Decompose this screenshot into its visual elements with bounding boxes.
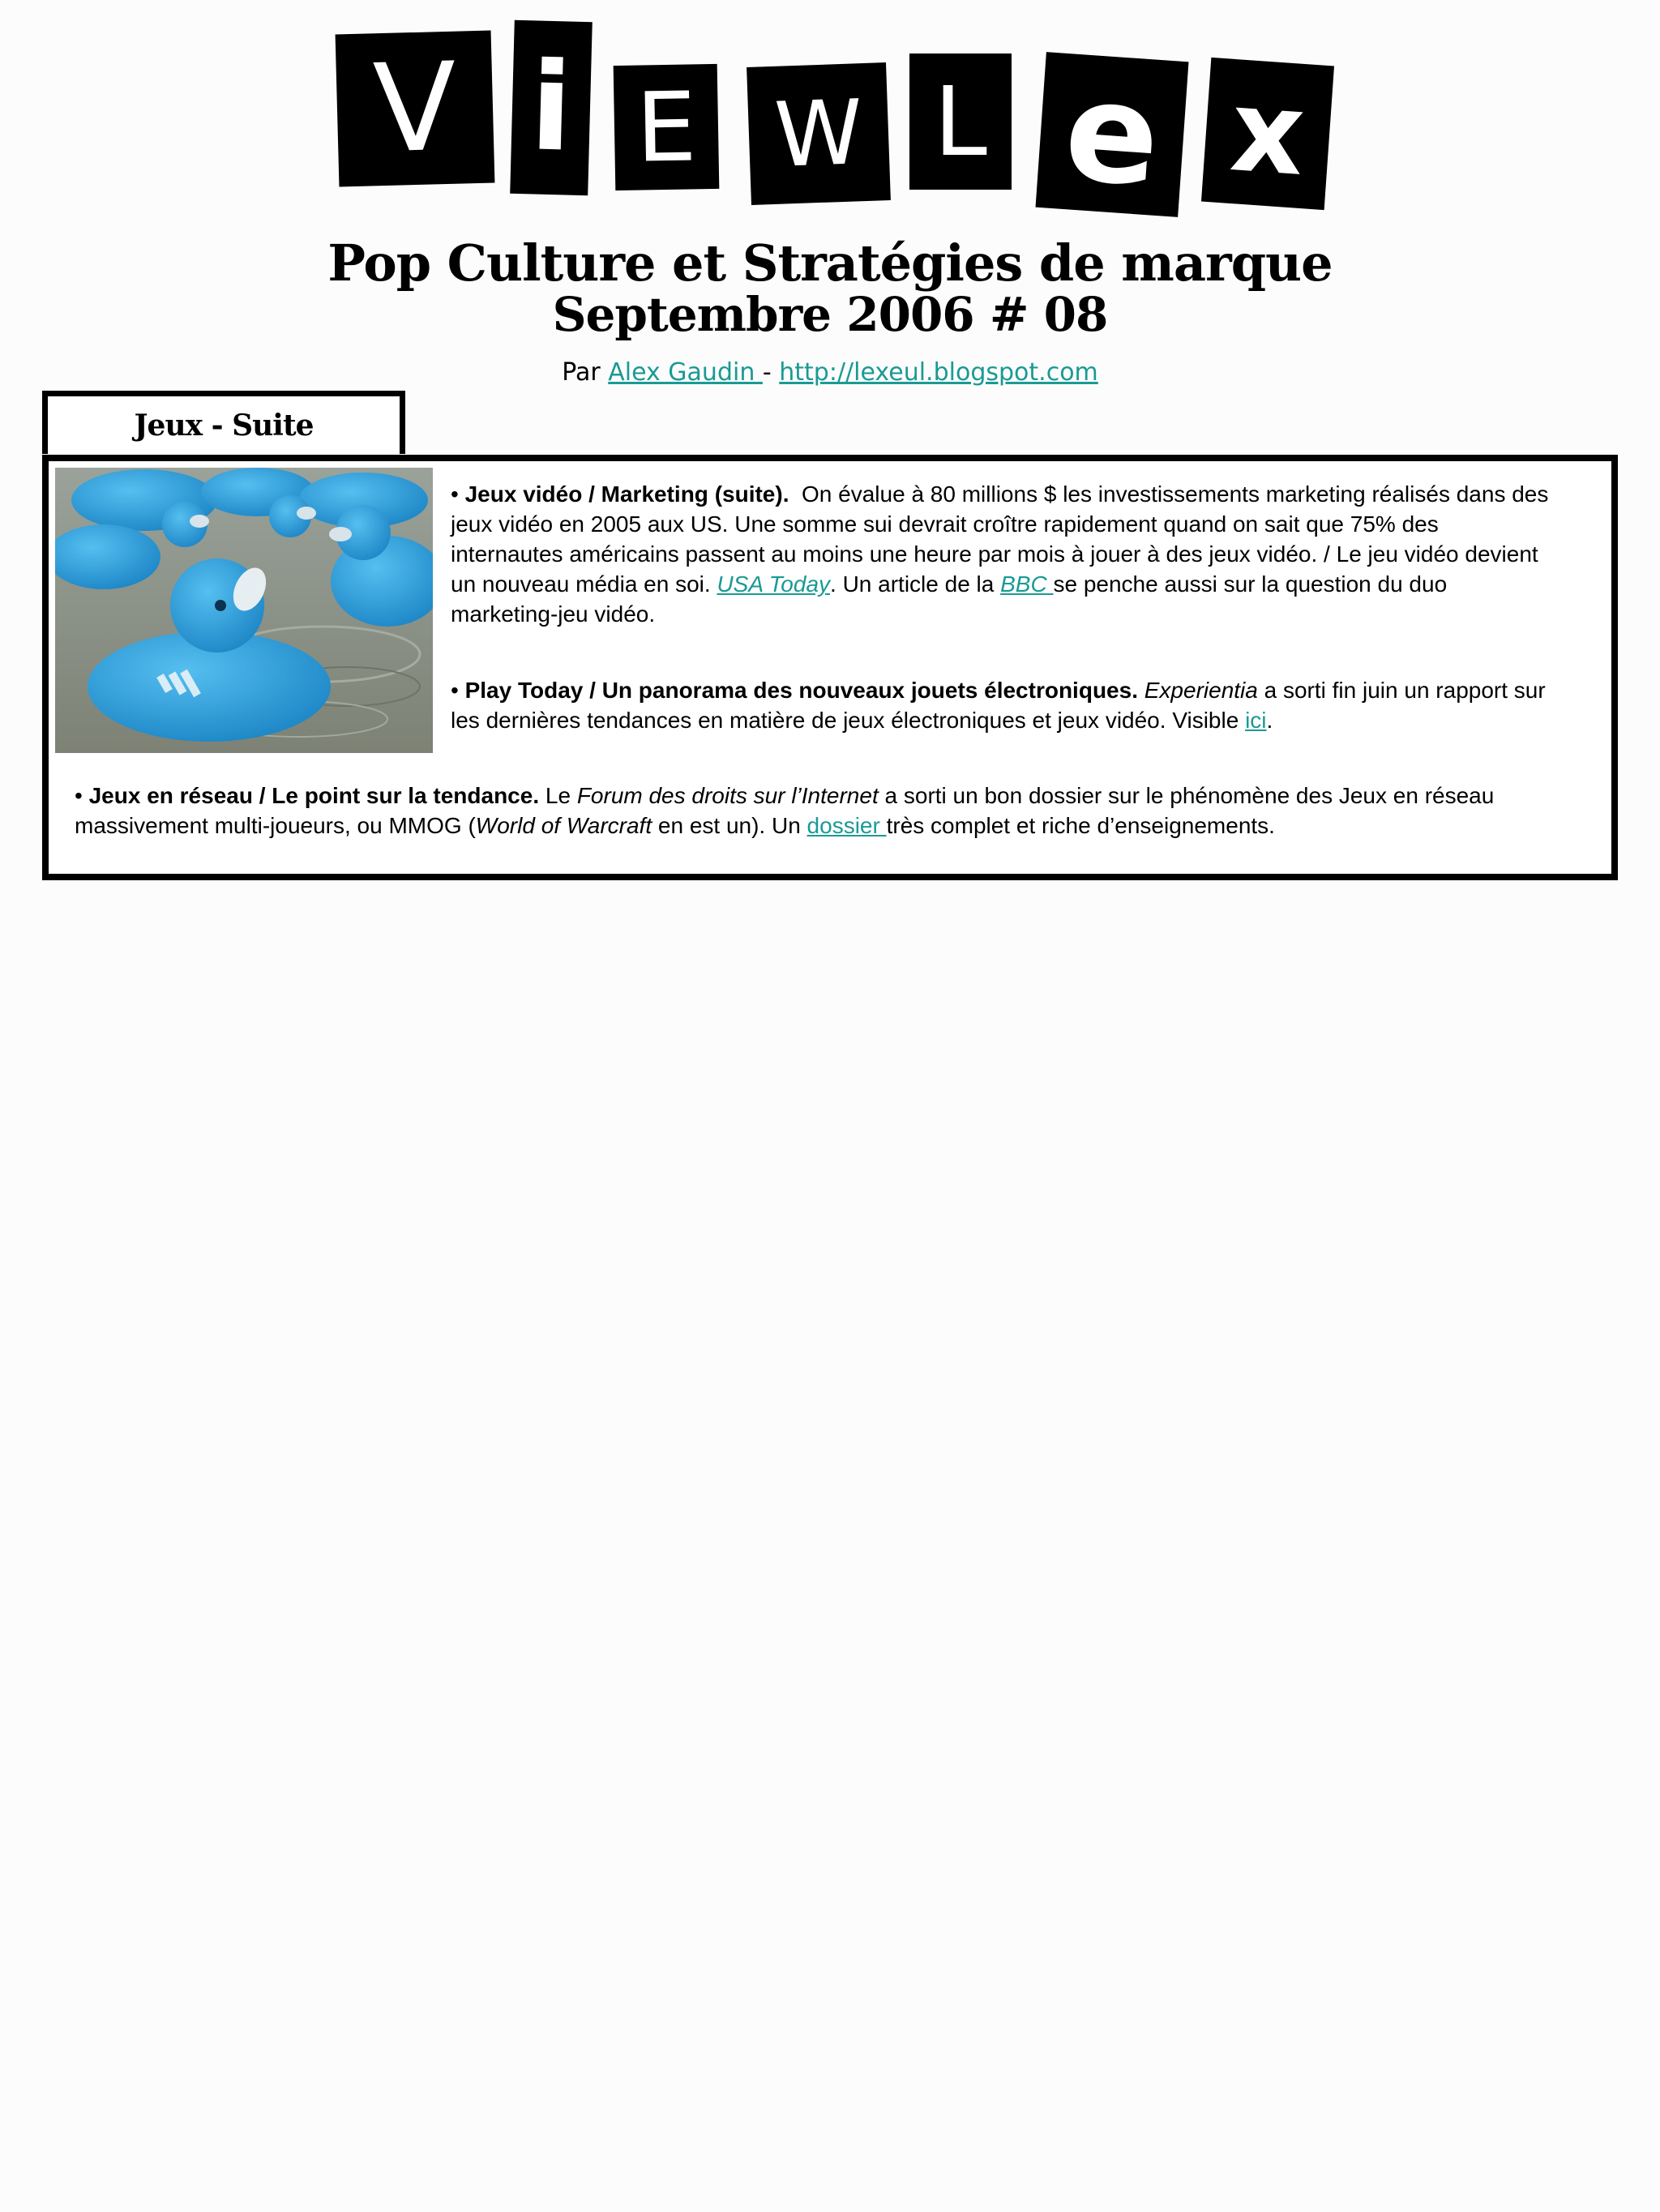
logo-tile-i: i	[510, 20, 593, 195]
forum-name: Forum des droits sur l’Internet	[576, 783, 879, 808]
article-text: On évalue à 80 millions $ les investissements marketing réalisés dans des jeux vidéo en 2005 aux US. Une somme sui devrait croître rapidement quand on sait que 75% des internautes américains passent au moins une heure par mois à jouer à des jeux vidéo. / Le jeu vidéo devient un nouveau média en soi.	[451, 481, 1555, 597]
logo-tile-e-lower: e	[1036, 52, 1189, 217]
article-text: .	[1266, 708, 1273, 733]
article-text: en est un). Un	[652, 813, 807, 838]
article-text: . Un article de la	[830, 571, 1001, 597]
article-play-today	[451, 675, 1553, 735]
section-tab-label: Jeux - Suite	[134, 408, 314, 443]
article-text	[1138, 678, 1144, 703]
author-link[interactable]: Alex Gaudin	[608, 358, 763, 387]
logo-tile-e: E	[614, 64, 720, 190]
section-tab	[42, 391, 405, 454]
usa-today-link-text: USA Today	[717, 571, 831, 597]
article-text: a sorti fin juin un rapport sur les dernières tendances en matière de jeux électroniques et jeux vidéo. Visible	[451, 678, 1546, 733]
article-games-marketing	[451, 479, 1553, 629]
dossier-link[interactable]: dossier	[806, 813, 887, 838]
experientia-name: Experientia	[1144, 678, 1258, 703]
article-text: a sorti un bon dossier sur le phénomène des Jeux en réseau massivement multi-joueurs, ou MMOG (	[75, 783, 1495, 838]
article-text: Le	[539, 783, 577, 808]
article-heading: Jeux vidéo / Marketing (suite).	[464, 481, 789, 507]
logo-tile-x: x	[1201, 58, 1334, 210]
bullet: •	[451, 481, 465, 507]
issue-label: Septembre 2006 # 08	[552, 287, 1108, 342]
viewlex-logo	[0, 0, 1660, 227]
logo-tile-w: W	[747, 62, 891, 205]
rubber-ducks-photo	[55, 468, 433, 753]
logo-tile-v: V	[336, 31, 495, 187]
ici-link[interactable]: ici	[1245, 708, 1267, 733]
bbc-link-text: BBC	[1000, 571, 1054, 597]
byline-separator: -	[762, 358, 780, 387]
article-heading: Jeux en réseau / Le point sur la tendance.	[88, 783, 540, 808]
bbc-link[interactable]	[1000, 571, 1053, 597]
byline	[0, 358, 1660, 387]
articles-box	[42, 455, 1618, 880]
bullet: •	[451, 678, 465, 703]
blog-link[interactable]: http://lexeul.blogspot.com	[779, 358, 1098, 387]
usa-today-link[interactable]	[717, 571, 830, 597]
bullet: •	[75, 783, 89, 808]
article-network-games	[75, 781, 1582, 841]
byline-prefix: Par	[562, 358, 609, 387]
newsletter-title: Pop Culture et Stratégies de marque	[327, 233, 1333, 293]
article-text: très complet et riche d’enseignements.	[886, 813, 1275, 838]
game-name: World of Warcraft	[475, 813, 652, 838]
article-heading: Play Today / Un panorama des nouveaux jouets électroniques.	[464, 678, 1138, 703]
logo-tile-l: L	[909, 53, 1012, 190]
article-text: se penche aussi sur la question du duo marketing-jeu vidéo.	[451, 571, 1448, 627]
